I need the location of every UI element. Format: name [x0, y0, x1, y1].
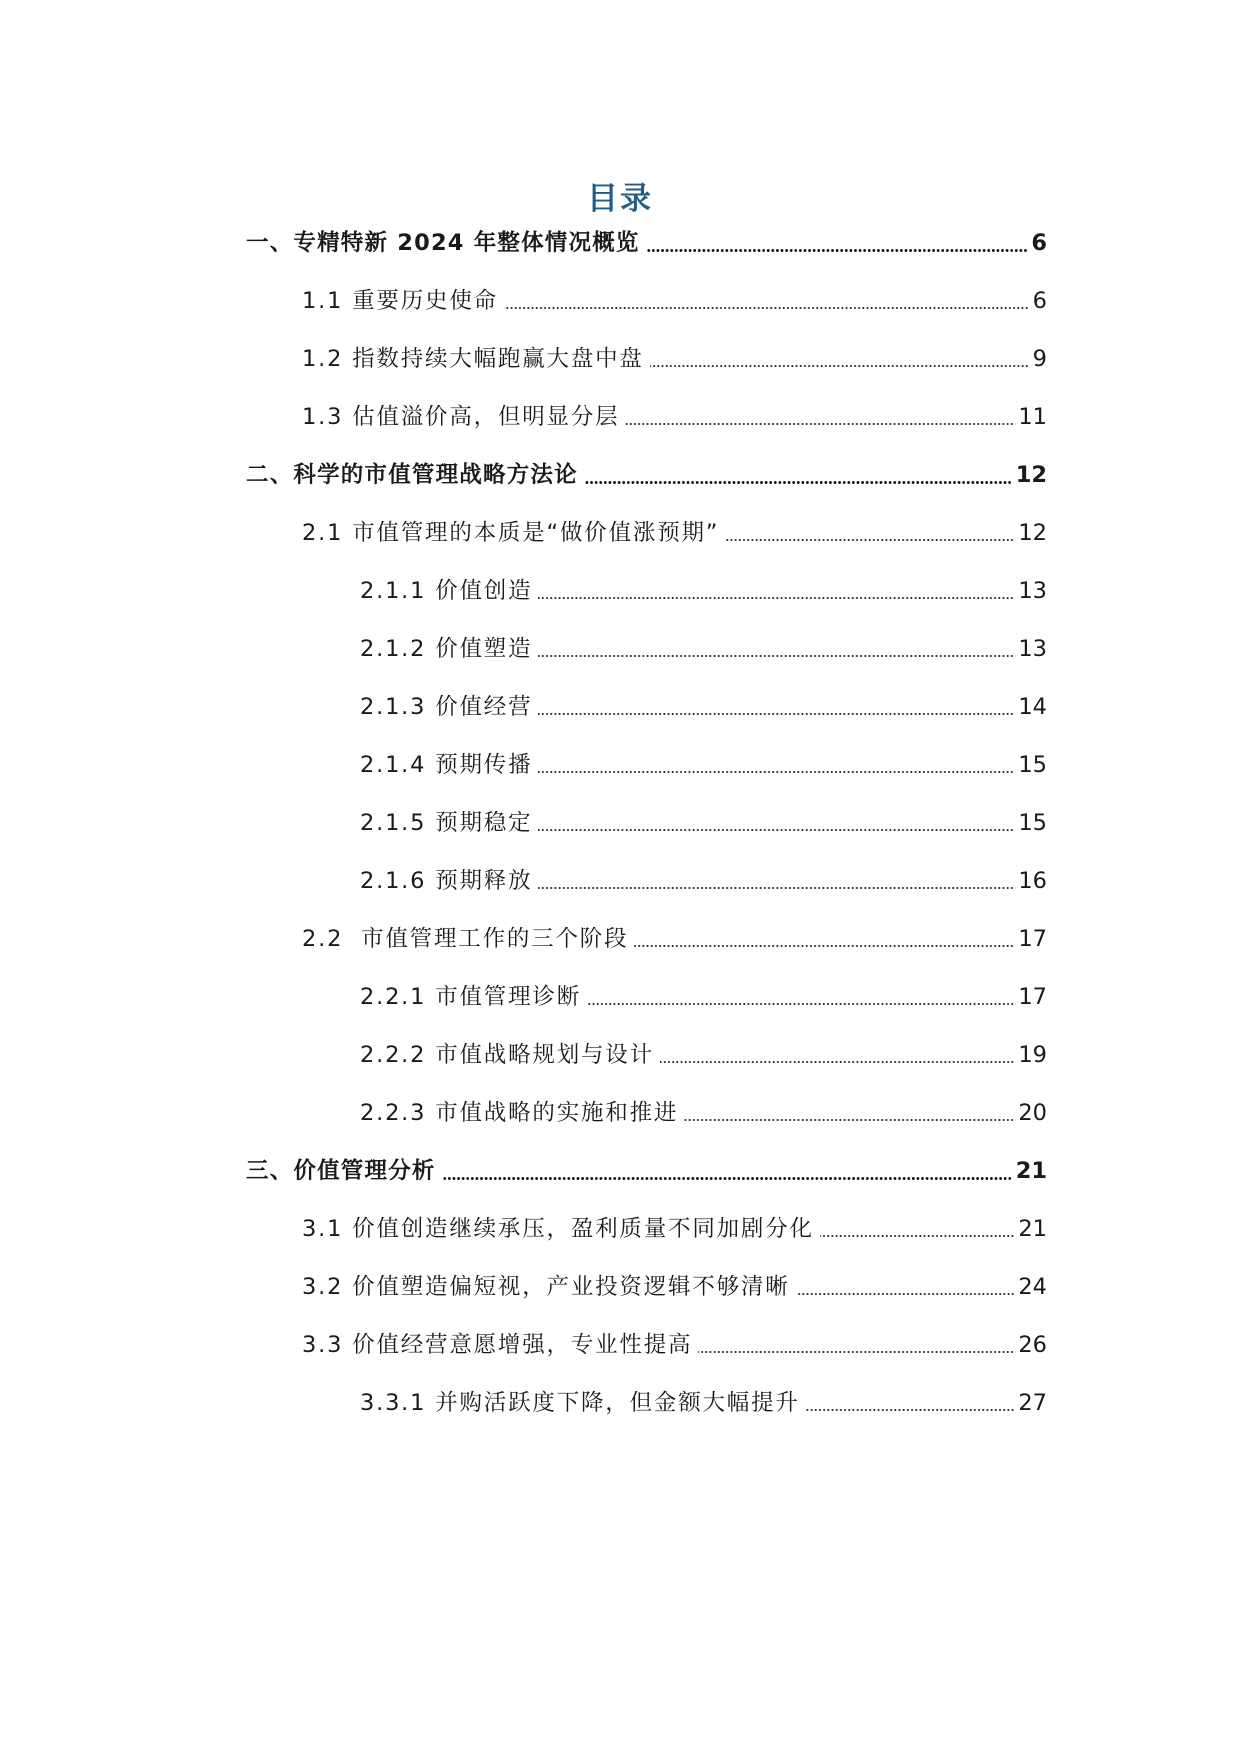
dot-leader: [646, 249, 1028, 252]
toc-entry-label: 2.1.5 预期稳定: [360, 810, 533, 836]
toc-entry[interactable]: [302, 514, 1047, 548]
toc-entry[interactable]: [360, 630, 1047, 664]
toc-entry[interactable]: [302, 1268, 1047, 1302]
toc-page-number: 15: [1018, 810, 1047, 836]
toc-entry[interactable]: [302, 398, 1047, 432]
toc-page-number: 17: [1018, 926, 1047, 952]
toc-entry[interactable]: [360, 688, 1047, 722]
dot-leader: [820, 1235, 1015, 1237]
dot-leader: [538, 655, 1014, 657]
toc-entry-label: 一、专精特新 2024 年整体情况概览: [246, 230, 640, 256]
toc-entry[interactable]: [246, 224, 1047, 258]
toc-page-number: 20: [1018, 1100, 1047, 1126]
toc-page-number: 16: [1018, 868, 1047, 894]
toc-page-number: 15: [1018, 752, 1047, 778]
toc-page-number: 26: [1018, 1332, 1047, 1358]
toc-entry-label: 2.1.1 价值创造: [360, 578, 533, 604]
toc-entry[interactable]: [302, 282, 1047, 316]
toc-entry[interactable]: [360, 804, 1047, 838]
dot-leader: [625, 423, 1014, 425]
toc-page-number: 21: [1015, 1158, 1047, 1184]
toc-entry[interactable]: [360, 1384, 1047, 1418]
toc-page-number: 11: [1018, 404, 1047, 430]
toc-entry[interactable]: [360, 1094, 1047, 1128]
dot-leader: [660, 1061, 1014, 1063]
dot-leader: [584, 481, 1012, 484]
toc-entry-label: 1.2 指数持续大幅跑赢大盘中盘: [302, 346, 644, 372]
toc-entry-label: 2.2 市值管理工作的三个阶段: [302, 926, 629, 952]
dot-leader: [538, 771, 1014, 773]
toc-entry[interactable]: [360, 1036, 1047, 1070]
dot-leader: [504, 307, 1029, 309]
toc-page-number: 17: [1018, 984, 1047, 1010]
toc-entry[interactable]: [360, 572, 1047, 606]
dot-leader: [650, 365, 1029, 367]
toc-entry[interactable]: [246, 456, 1047, 490]
toc-entry-label: 3.1 价值创造继续承压，盈利质量不同加剧分化: [302, 1216, 814, 1242]
toc-page-number: 9: [1032, 346, 1047, 372]
dot-leader: [587, 1003, 1014, 1005]
dot-leader: [684, 1119, 1014, 1121]
toc-page-number: 14: [1018, 694, 1047, 720]
dot-leader: [698, 1351, 1014, 1353]
toc-page-number: 13: [1018, 578, 1047, 604]
toc-page-number: 13: [1018, 636, 1047, 662]
toc-entry-label: 2.2.2 市值战略规划与设计: [360, 1042, 654, 1068]
toc-entry-label: 1.1 重要历史使命: [302, 288, 498, 314]
toc-entry[interactable]: [360, 746, 1047, 780]
dot-leader: [442, 1177, 1012, 1180]
toc-page-number: 12: [1015, 462, 1047, 488]
toc-entry[interactable]: [302, 1326, 1047, 1360]
toc-entry[interactable]: [246, 1152, 1047, 1186]
toc-entry[interactable]: [360, 862, 1047, 896]
toc-entry-label: 1.3 估值溢价高，但明显分层: [302, 404, 620, 430]
toc-page-number: 24: [1018, 1274, 1047, 1300]
toc-page-number: 19: [1018, 1042, 1047, 1068]
dot-leader: [538, 829, 1014, 831]
toc-entry-label: 2.1 市值管理的本质是“做价值涨预期”: [302, 520, 720, 546]
dot-leader: [806, 1409, 1015, 1411]
toc-entry-label: 二、科学的市值管理战略方法论: [246, 462, 578, 488]
toc-page-number: 21: [1018, 1216, 1047, 1242]
dot-leader: [538, 597, 1014, 599]
toc-entry[interactable]: [360, 978, 1047, 1012]
toc-entry-label: 2.2.3 市值战略的实施和推进: [360, 1100, 679, 1126]
toc-entry[interactable]: [302, 920, 1047, 954]
toc-title: 目录: [587, 180, 653, 217]
toc-entry-label: 2.1.4 预期传播: [360, 752, 533, 778]
dot-leader: [538, 887, 1014, 889]
toc-entry-label: 3.3.1 并购活跃度下降，但金额大幅提升: [360, 1390, 800, 1416]
toc-entry-label: 3.3 价值经营意愿增强，专业性提高: [302, 1332, 693, 1358]
toc-entry[interactable]: [302, 1210, 1047, 1244]
toc-entry-label: 2.1.3 价值经营: [360, 694, 533, 720]
toc-page-number: 12: [1018, 520, 1047, 546]
toc-entry-label: 三、价值管理分析: [246, 1158, 436, 1184]
toc-entry-label: 2.1.2 价值塑造: [360, 636, 533, 662]
toc-entry[interactable]: [302, 340, 1047, 374]
dot-leader: [796, 1293, 1015, 1295]
toc-entry-label: 2.2.1 市值管理诊断: [360, 984, 582, 1010]
toc-entry-label: 3.2 价值塑造偏短视，产业投资逻辑不够清晰: [302, 1274, 790, 1300]
toc-page-number: 27: [1018, 1390, 1047, 1416]
dot-leader: [634, 945, 1014, 947]
dot-leader: [538, 713, 1014, 715]
dot-leader: [725, 539, 1014, 541]
toc-entry-label: 2.1.6 预期释放: [360, 868, 533, 894]
toc-page-number: 6: [1031, 230, 1047, 256]
toc-page-number: 6: [1032, 288, 1047, 314]
